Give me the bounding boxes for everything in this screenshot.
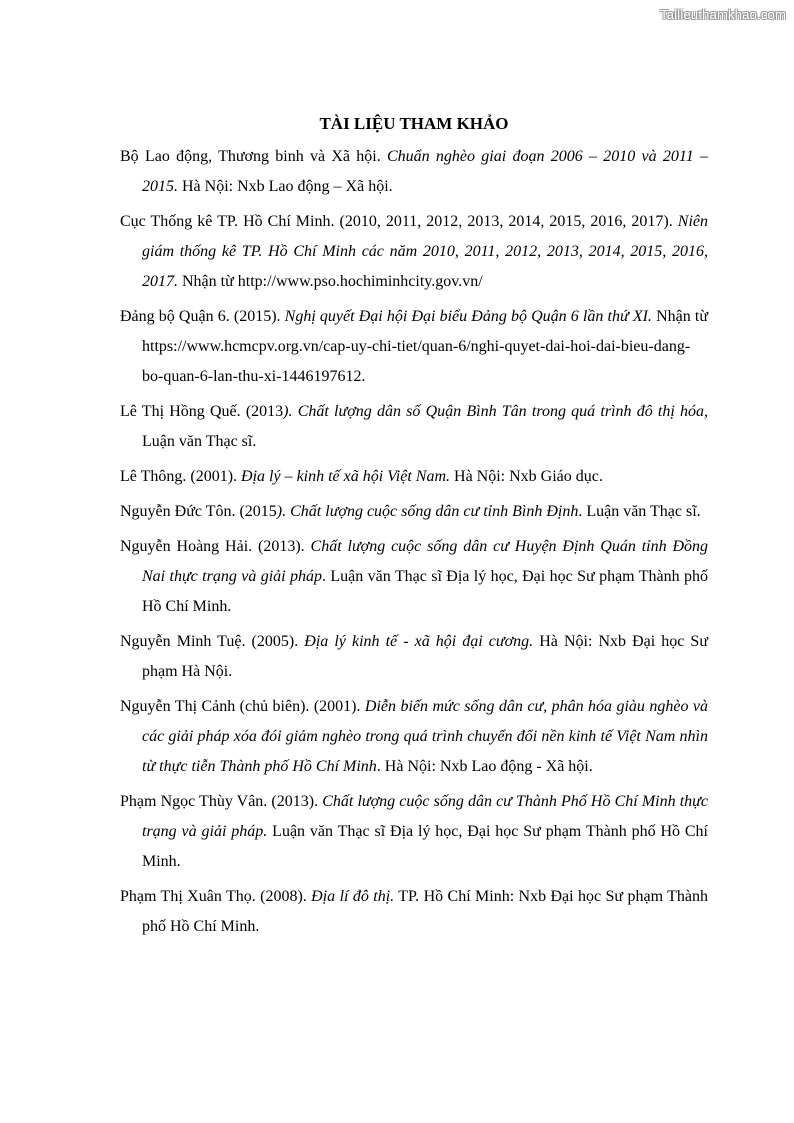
reference-item bbox=[120, 787, 708, 877]
reference-author: Đảng bộ Quận 6. (2015). bbox=[120, 308, 285, 325]
reference-author: Nguyễn Minh Tuệ. (2005). bbox=[120, 633, 305, 650]
reference-author: Bộ Lao động, Thương binh và Xã hội. bbox=[120, 148, 387, 165]
reference-publisher: . Luận văn Thạc sĩ Địa lý học, Đại học Sư phạm Thành phố Hồ Chí Minh. bbox=[142, 568, 708, 615]
reference-publisher: Luận văn Thạc sĩ. bbox=[142, 433, 257, 450]
reference-publisher: Nhận từ http://www.pso.hochiminhcity.gov.vn/ bbox=[178, 273, 483, 290]
reference-title: ). Chất lượng cuộc sống dân cư tỉnh Bình Định bbox=[276, 503, 579, 520]
reference-author: Nguyễn Đức Tôn. (2015 bbox=[120, 503, 277, 520]
reference-item bbox=[120, 397, 708, 457]
reference-publisher: TP. Hồ Chí Minh: Nxb Đại học Sư phạm Thành phố Hồ Chí Minh. bbox=[142, 888, 709, 935]
document-page bbox=[120, 112, 708, 947]
reference-publisher: Luận văn Thạc sĩ Địa lý học, Đại học Sư phạm Thành phố Hồ Chí Minh. bbox=[142, 823, 708, 870]
reference-author: Phạm Thị Xuân Thọ. (2008). bbox=[120, 888, 312, 905]
reference-item bbox=[120, 207, 708, 297]
reference-item bbox=[120, 692, 708, 782]
reference-title: Địa lý – kinh tế xã hội Việt Nam. bbox=[241, 468, 451, 485]
reference-publisher: Hà Nội: Nxb Đại học Sư phạm Hà Nội. bbox=[142, 633, 708, 680]
reference-author: Lê Thông. (2001). bbox=[120, 468, 242, 485]
reference-title: Diễn biến mức sống dân cư, phân hóa giàu nghèo và các giải pháp xóa đói giảm nghèo trong quá trình chuyển đổi nền kinh tế Việt Nam nhìn từ thực tiễn Thành phố Hồ Chí Minh bbox=[142, 698, 708, 775]
reference-title: ). Chất lượng dân số Quận Bình Tân trong quá trình đô thị hóa, bbox=[283, 403, 709, 420]
reference-item bbox=[120, 462, 708, 492]
reference-publisher: Hà Nội: Nxb Lao động – Xã hội. bbox=[178, 178, 393, 195]
reference-title: Chất lượng cuộc sống dân cư Huyện Định Quán tỉnh Đồng Nai thực trạng và giải pháp bbox=[142, 538, 709, 585]
reference-author: Lê Thị Hồng Quế. (2013 bbox=[120, 403, 284, 420]
reference-publisher: . Luận văn Thạc sĩ. bbox=[578, 503, 701, 520]
reference-item bbox=[120, 627, 708, 687]
reference-title: Nghị quyết Đại hội Đại biểu Đảng bộ Quận 6 lần thứ XI. bbox=[284, 308, 652, 325]
reference-author: Nguyễn Thị Cảnh (chủ biên). (2001). bbox=[120, 698, 365, 715]
reference-publisher: . Hà Nội: Nxb Lao động - Xã hội. bbox=[376, 758, 593, 775]
page-title: TÀI LIỆU THAM KHẢO bbox=[319, 114, 509, 133]
reference-author: Nguyễn Hoàng Hải. (2013). bbox=[120, 538, 311, 555]
reference-title: Địa lí đô thị. bbox=[311, 888, 395, 905]
reference-author: Cục Thống kê TP. Hồ Chí Minh. (2010, 2011, 2012, 2013, 2014, 2015, 2016, 2017). bbox=[120, 213, 678, 230]
reference-publisher: Hà Nội: Nxb Giáo dục. bbox=[450, 468, 603, 485]
reference-item bbox=[120, 302, 708, 392]
reference-item bbox=[120, 497, 708, 527]
reference-title: Chất lượng cuộc sống dân cư Thành Phố Hồ Chí Minh thực trạng và giải pháp. bbox=[142, 793, 709, 840]
reference-title: Địa lý kinh tế - xã hội đại cương. bbox=[304, 633, 534, 650]
watermark: Tailieuthamkhao.com bbox=[660, 7, 786, 22]
reference-title: Chuẩn nghèo giai đoạn 2006 – 2010 và 2011 – 2015. bbox=[142, 148, 709, 195]
reference-item bbox=[120, 532, 708, 622]
reference-publisher: Nhận từ https://www.hcmcpv.org.vn/cap-uy-chi-tiet/quan-6/nghi-quyet-dai-hoi-dai-bieu-dang-bo-quan-6-lan-thu-xi-1446197612. bbox=[142, 308, 708, 385]
reference-author: Phạm Ngọc Thùy Vân. (2013). bbox=[120, 793, 323, 810]
reference-title: Niên giám thống kê TP. Hồ Chí Minh các năm 2010, 2011, 2012, 2013, 2014, 2015, 2016, 2017. bbox=[142, 213, 708, 290]
reference-item bbox=[120, 142, 708, 202]
reference-item bbox=[120, 882, 708, 942]
